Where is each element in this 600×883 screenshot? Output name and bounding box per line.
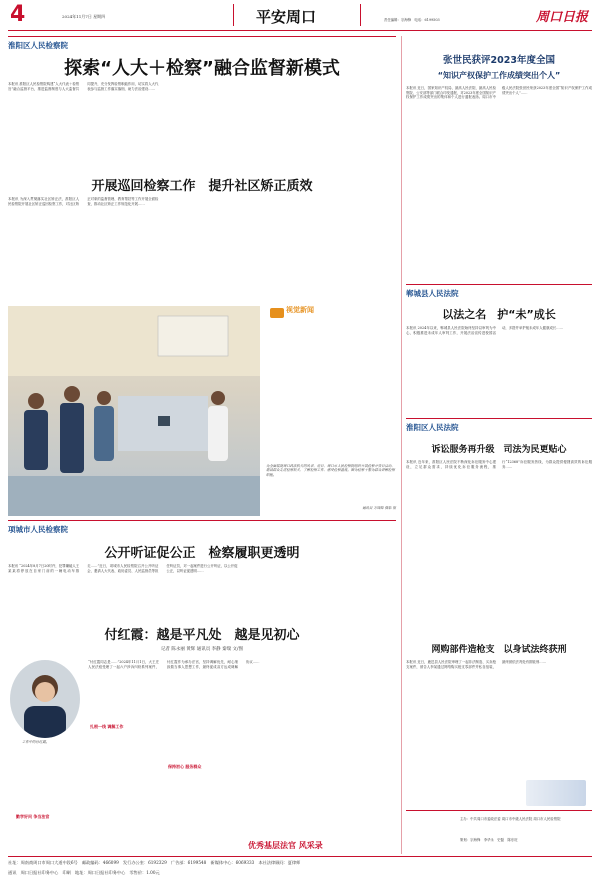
s3-body: “付红霞同志是……”2024年11月1日，大王庄人民法庭受理了一起六户涉诉纠纷系列案件，付红霞作为承办法官，坚持调解优先，耐心细致做当事人思想工作，最终促成双方达成调解协议…… [88, 660, 260, 669]
r1-body: 本报讯 近日，国家知识产权局、最高人民法院、最高人民检察院、公安部等部门联合印发通报，对2023年度全国知识产权保护工作成绩突出的集体和个人进行通报表扬。周口市中级人民法院张世民荣获2023年度全国“知识产权保护工作成绩突出个人”…… [406, 86, 592, 100]
r3-body: 本报讯 近年来，淮阳区人民法院不断深化诉讼服务中心建设，立足群众需求，持续优化诉讼服务流程，推行“12368”诉讼服务热线，为群众提供便捷高效的诉讼服务…… [406, 460, 592, 469]
r2-headline: 以法之名 护“未”成长 [442, 308, 556, 321]
badge-text: 视觉新闻 [286, 306, 314, 314]
camera-icon [270, 308, 284, 318]
r3-top-rule [406, 418, 592, 419]
footer-host: 主办：中共周口市委政法委 周口市中级人民法院 周口市人民检察院 [460, 817, 561, 821]
footer-editor: 策划：宗海锋 李华永 史磊 陈东旺 [460, 838, 518, 842]
section-title: 平安周口 [256, 8, 317, 26]
right-footer-box [406, 810, 592, 849]
s1-headline: 探索“人大＋检察”融合监督新模式 [64, 58, 340, 79]
right-column [406, 34, 592, 854]
r2-source-label: 郸城县人民法院 [406, 289, 459, 298]
s3-portrait-caption: 工作中的付红霞。 [22, 740, 50, 744]
s2-source-label: 项城市人民检察院 [8, 525, 68, 534]
header-rule [8, 30, 592, 31]
s1-subheadline: 开展巡回检察工作 提升社区矫正质效 [91, 179, 313, 194]
photo-caption: 为全面展现周口政法机关的风采，近日，周口市人民检察院组织开展检察开放日活动，邀请群众走进检察机关，了解检察工作，感受检察温度。图为检察干警为群众讲解检察职能。 [266, 464, 395, 477]
r4-body: 本报讯 近日，鹿邑县人民法院审理了一起非法制造、买卖枪支案件，被告人李某通过网络购买枪支零部件并私自组装，最终被依法判处有期徒刑…… [406, 660, 547, 669]
photo-credit: 通讯员 万锦锋 摄影 报 [362, 506, 396, 510]
s3-footer-banner: 优秀基层法官 风采录 [248, 840, 323, 850]
s1-body-1: 本报讯 淮阳区人民检察院构建“人大代表＋检察官”融合监督平台，推进监督制度与人大监督共同提升，充分发挥检察职能作用，切实将人大代表参与监督工作落实落细，助力法治建设…… [8, 82, 159, 91]
s3-section-heading-1: 扎根一线 调解工作 [90, 724, 124, 729]
editor-name: 责任编辑：宗海锋 [384, 18, 412, 22]
r2-top-rule [406, 284, 592, 285]
masthead [0, 0, 600, 30]
r3-headline: 诉讼服务再升级 司法为民更贴心 [431, 445, 567, 455]
left-column [8, 34, 398, 854]
s2-top-rule [8, 520, 396, 521]
issue-date: 2024年11月7日 星期四 [62, 14, 106, 19]
newspaper-logo: 周口日报 [536, 10, 589, 25]
r1-headline-1: 张世民获评2023年度全国 [443, 55, 555, 66]
s3-byline: 记者 陈永丽 黄辉 通讯员 李静 秦瑞 文/图 [160, 647, 244, 652]
s2-body: 本报讯 “2024年8月7日20时许，犯罪嫌疑人王某某将停放在自家门前的一辆电动车推走……”近日，项城市人民检察院召开公开听证会，邀请人大代表、政协委员、人民监督员等担任听证员，对一起案件进行公开听证，以公开促公正，以听证促透明…… [8, 564, 238, 573]
column-separator [401, 36, 402, 854]
page-footer-line-1: 社址：周南商周口市周口大道中段6号 邮政编码：466099 发行办公室：6192329 广告部：6199548 新媒体中心：6069333 本社法律顾问：夏律师 [8, 860, 301, 865]
r4-headline: 网购部件造枪支 以身试法终获刑 [431, 645, 567, 655]
photo-scene-illustration [8, 306, 260, 516]
page-number: 4 [10, 2, 26, 27]
s3-headline: 付红霞：越是平凡处 越是见初心 [104, 628, 300, 643]
header-divider-right [360, 4, 361, 26]
s1-body-2: 本报讯 为深入贯彻落实社区矫正法，淮阳区人民检察院开展社区矫正巡回检察工作，对社区矫正对象的监督管理、教育帮扶等工作开展全面检查，推动社区矫正工作规范化开展…… [8, 197, 159, 206]
s1-top-rule [8, 36, 396, 37]
r1-headline-block [406, 52, 592, 81]
s3-portrait [10, 660, 80, 738]
editor-phone: 电话：6199503 [414, 18, 440, 22]
r2-body: 本报讯 2024年以来，郸城县人民法院始终坚持以审判为中心，积极推进未成年人审判工作，开展法治宣传进校园活动，多措并举护航未成年人健康成长…… [406, 326, 564, 335]
r4-decorative-art [526, 780, 586, 806]
header-divider-left [233, 4, 234, 26]
page-footer-line-2: 通讯 周口日报社印务中心 印刷 地址：周口日报社印务中心 零售价：1.00元 [8, 870, 160, 875]
visual-news-badge [270, 306, 320, 332]
r1-headline-2: “知识产权保护工作成绩突出个人” [437, 71, 561, 80]
portrait-illustration [10, 660, 80, 738]
photo-news [8, 306, 260, 516]
s2-headline: 公开听证促公正 检察履职更透明 [104, 546, 300, 561]
s3-section-heading-2: 保持初心 服务群众 [168, 764, 202, 769]
footer-rule [8, 856, 592, 857]
editor-credit [384, 17, 440, 22]
s1-source-label: 淮阳区人民检察院 [8, 41, 68, 50]
r3-source-label: 淮阳区人民法院 [406, 423, 459, 432]
s3-section-heading-3: 勤学好问 争当法官 [16, 814, 50, 819]
